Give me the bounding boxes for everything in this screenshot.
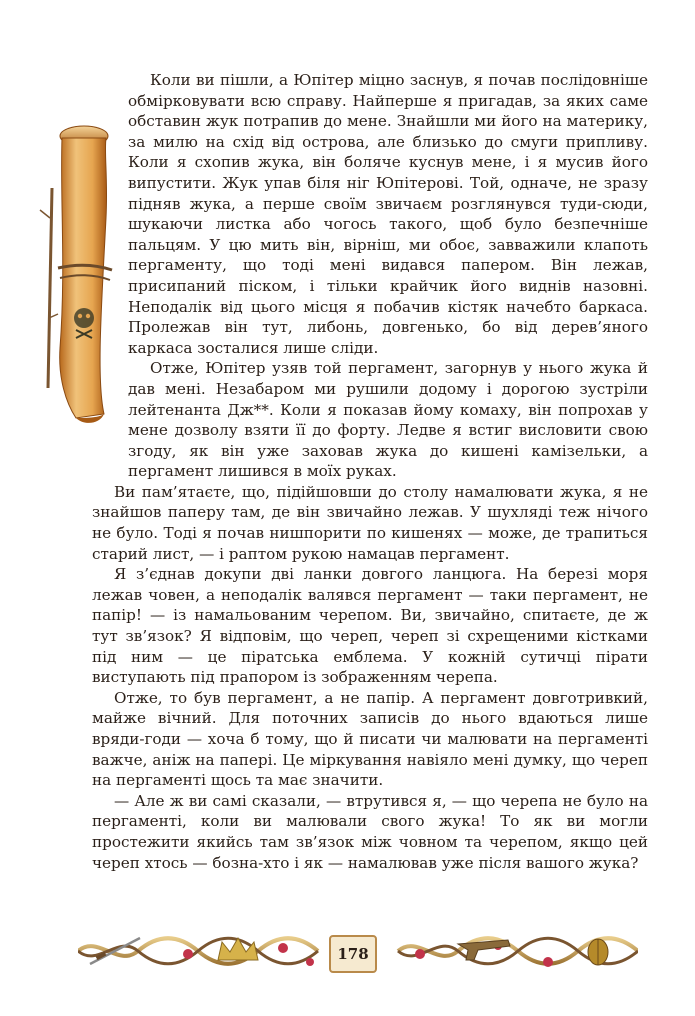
paragraph: Отже, Юпітер узяв той пергамент, загорнув у нього жука й дав мені. Незабаром ми рушили додому і дорогою зустріли лейтенанта Дж**. Коли я показав йому комаху, він попрохав у мене дозволу взяти її до форту. Ледве я встиг висловити свою згоду, як він уже заховав жука до кишені камізельки, а пергамент лишився в моїх руках. — [128, 359, 648, 481]
page-number: 178 — [329, 935, 377, 973]
paragraph: Ви пам’ятаєте, що, підійшовши до столу намалювати жука, я не знайшов паперу там, де він звичайно лежав. У шухляді теж нічого не було. Тоді я почав нишпорити по кишенях — може, де трапиться старий лист, — і раптом рукою намацав пергамент. — [92, 482, 648, 563]
paragraph: Коли ви пішли, а Юпітер міцно заснув, я почав послідовніше обмірковувати всю справу. Найперше я пригадав, за яких саме обставин жук потрапив до мене. Знайшли ми його на материку, за милю на схід від острова, але близько до смуги припливу. Коли я схопив жука, він боляче куснув мене, і я мусив його випустити. Жук упав біля ніг Юпітерові. Той, одначе, не зразу підняв жука, а перше своїм звичаєм розглянувся туди-сюди, шукаючи листка або чогось такого, щоб було безпечніше пальцям. У цю мить він, вірніш, ми обоє, завважили клапоть пергаменту, що тоді мені видався папером. Він лежав, присипаний піском, і тільки крайчик його виднів назовні. Неподалік від цього місця я побачив кістяк начебто баркаса. Пролежав він тут, либонь, довгенько, бо від дерев’яного каркаса зосталися лише сліди. — [128, 71, 648, 357]
paragraph: Отже, то був пергамент, а не папір. А пергамент довготривкий, майже вічний. Для поточних записів до нього вдаються лише вряди-годи — хоча б тому, що й писати чи малювати на пергаменті важче, аніж на папері. Це міркування навіяло мені думку, що череп на пергаменті щось та має значити. — [92, 688, 648, 790]
paragraph: Я з’єднав докупи дві ланки довгого ланцюга. На березі моря лежав човен, а неподалік валявся пергамент — таки пергамент, не папір! — із намальованим черепом. Ви, звичайно, спитаєте, де ж тут зв’язок? Я відповім, що череп, череп зі схрещеними кістками під ним — це піратська емблема. У кожній сутичці пірати виступають під прапором із зображенням черепа. — [92, 565, 648, 687]
float-spacer — [92, 70, 128, 472]
text-block — [92, 70, 648, 873]
paragraph: — Але ж ви самі сказали, — втрутився я, — що черепа не було на пергаменті, коли ви малювали свого жука! То як ви могли простежити якийсь там зв’язок між човном та черепом, якщо цей череп хтось — бозна-хто і як — намалював уже після вашого жука? — [92, 791, 648, 872]
